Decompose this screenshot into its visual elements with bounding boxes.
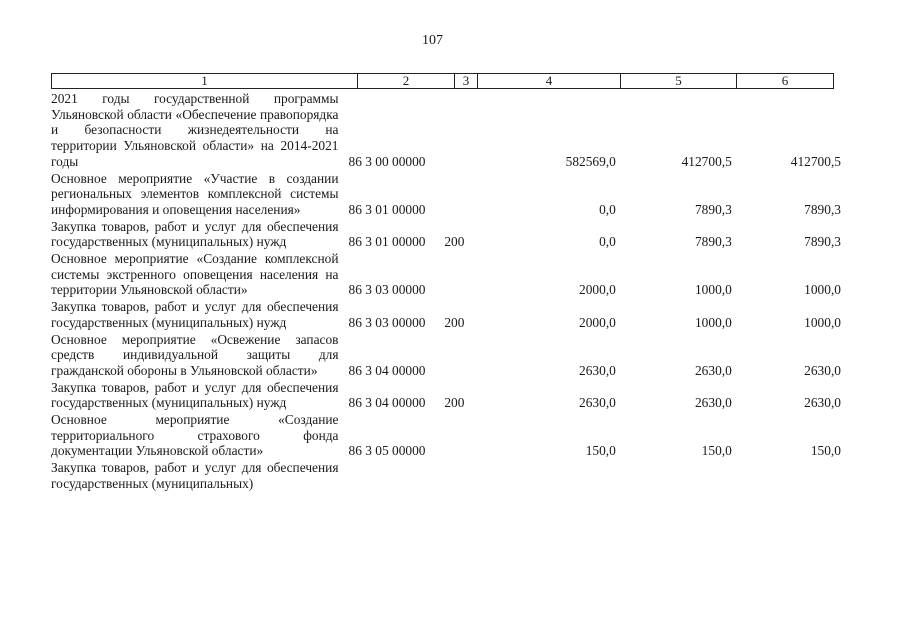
- row-value-5: 2630,0: [694, 362, 732, 378]
- row-name: Основное мероприятие «Создание комплексной системы экстренного оповещения населения на территории Ульяновской области»: [51, 251, 339, 298]
- row-value-6: 1000,0: [804, 314, 841, 330]
- table-row: [51, 251, 841, 298]
- row-value-6: 412700,5: [790, 153, 841, 169]
- row-type: 200: [444, 234, 465, 250]
- table-row: [51, 380, 841, 411]
- row-code: 86 3 04 00000: [348, 395, 426, 411]
- row-value-4: 150,0: [585, 443, 616, 459]
- table-row: [51, 412, 841, 459]
- table-row: [51, 91, 841, 170]
- row-value-5: 7890,3: [694, 201, 732, 217]
- row-value-6: 150,0: [810, 443, 841, 459]
- header-col-1: 1: [52, 74, 358, 88]
- row-name: Основное мероприятие «Создание территориального страхового фонда документации Ульяновской области»: [51, 412, 339, 459]
- row-value-5: 1000,0: [694, 282, 732, 298]
- header-col-6: 6: [781, 73, 789, 88]
- row-code: 86 3 01 00000: [348, 234, 426, 250]
- row-name: 2021 годы государственной программы Ульяновской области «Обеспечение правопорядка и безопасности жизнедеятельности на территории Ульяновской области» на 2014-2021 годы: [51, 91, 339, 169]
- row-value-4: 2000,0: [579, 282, 616, 298]
- row-name: Закупка товаров, работ и услуг для обеспечения государственных (муниципальных) нужд: [51, 299, 339, 330]
- table-row: [51, 171, 841, 218]
- row-value-4: 582569,0: [565, 153, 616, 169]
- row-type: 200: [444, 395, 465, 411]
- table-body: [51, 91, 841, 492]
- row-value-4: 2630,0: [579, 362, 616, 378]
- row-name: Основное мероприятие «Освежение запасов средств индивидуальной защиты для гражданской обороны в Ульяновской области»: [51, 331, 339, 378]
- row-name: Основное мероприятие «Участие в создании региональных элементов комплексной системы информирования и оповещения населения»: [51, 170, 339, 217]
- table-header: [51, 73, 834, 89]
- row-value-4: 0,0: [599, 234, 616, 250]
- table-row: [51, 219, 841, 250]
- row-value-6: 2630,0: [804, 395, 841, 411]
- row-value-4: 0,0: [599, 201, 616, 217]
- row-value-6: 2630,0: [804, 362, 841, 378]
- row-code: 86 3 03 00000: [348, 314, 426, 330]
- row-code: 86 3 04 00000: [348, 362, 426, 378]
- row-name: Закупка товаров, работ и услуг для обеспечения государственных (муниципальных) нужд: [51, 218, 339, 250]
- row-value-5: 7890,3: [694, 234, 732, 250]
- row-code: 86 3 03 00000: [348, 282, 426, 298]
- row-value-5: 1000,0: [694, 314, 732, 330]
- row-value-6: 7890,3: [804, 234, 841, 250]
- row-value-4: 2000,0: [579, 314, 616, 330]
- row-code: 86 3 01 00000: [348, 201, 426, 217]
- row-value-6: 1000,0: [804, 282, 841, 298]
- row-code: 86 3 05 00000: [348, 443, 426, 459]
- page-number: 107: [422, 33, 443, 48]
- header-col-4: 4: [478, 74, 621, 88]
- row-name: Закупка товаров, работ и услуг для обеспечения государственных (муниципальных): [51, 460, 339, 491]
- table-row: [51, 299, 841, 330]
- row-value-5: 150,0: [701, 443, 732, 459]
- header-col-2: 2: [358, 74, 455, 88]
- row-value-4: 2630,0: [579, 395, 616, 411]
- row-value-5: 2630,0: [694, 395, 732, 411]
- row-code: 86 3 00 00000: [348, 153, 426, 169]
- row-name: Закупка товаров, работ и услуг для обеспечения государственных (муниципальных) нужд: [51, 379, 339, 411]
- header-col-5: 5: [621, 74, 737, 88]
- table-row: [51, 460, 841, 491]
- row-value-6: 7890,3: [804, 201, 841, 217]
- table-row: [51, 332, 841, 379]
- header-col-3: 3: [455, 74, 478, 88]
- row-type: 200: [444, 314, 465, 330]
- row-value-5: 412700,5: [681, 153, 732, 169]
